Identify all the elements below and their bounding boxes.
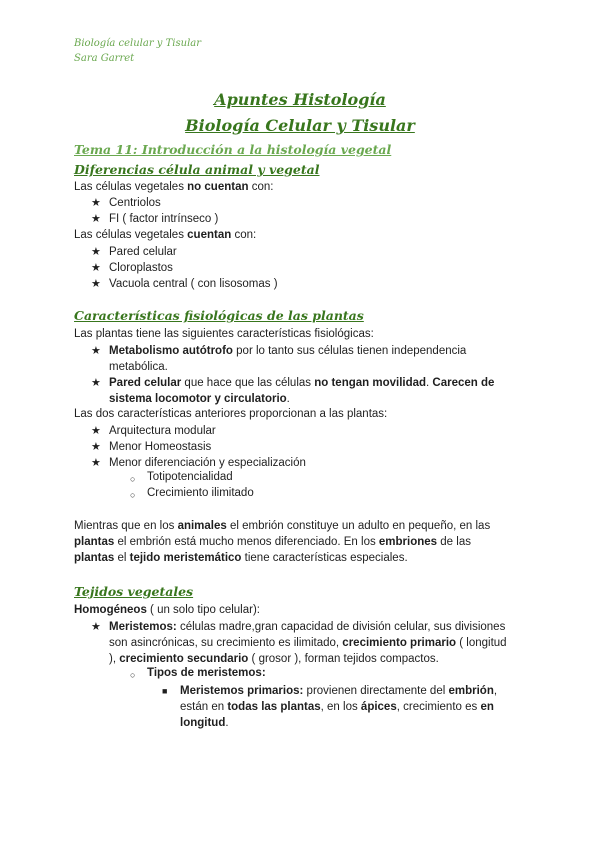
sub-sublist-item-primarios: Meristemos primarios: provienen directamente del embrión, xyxy=(180,685,498,697)
doc-subtitle: Biología Celular y Tisular xyxy=(185,116,415,135)
sublist-item-tipos: Tipos de meristemos: xyxy=(147,667,266,679)
list-item-meristemos-cont2: ), crecimiento secundario ( grosor ), forman tejidos compactos. xyxy=(109,653,439,665)
star-bullet-icon: ★ xyxy=(91,246,101,258)
paragraph-embrion-l2: plantas el embrión está mucho menos diferenciado. En los embriones de las xyxy=(74,536,471,548)
doc-title: Apuntes Histología xyxy=(214,90,386,109)
sublist-item: Totipotencialidad xyxy=(147,471,233,483)
star-bullet-icon: ★ xyxy=(91,262,101,274)
list-item: Cloroplastos xyxy=(109,262,173,274)
star-bullet-icon: ★ xyxy=(91,457,101,469)
list-item: Arquitectura modular xyxy=(109,425,216,437)
star-bullet-icon: ★ xyxy=(91,441,101,453)
tema-heading: Tema 11: Introducción a la histología vegetal xyxy=(74,142,392,157)
list-item-meristemos-cont1: son asincrónicas, su crecimiento es ilimitado, crecimiento primario ( longitud xyxy=(109,637,507,649)
paragraph-homogeneos: Homogéneos ( un solo tipo celular): xyxy=(74,604,260,616)
doc-header-author: Sara Garret xyxy=(74,53,135,64)
list-item-pared-cont: sistema locomotor y circulatorio. xyxy=(109,393,290,405)
paragraph-embrion-l3: plantas el tejido meristemático tiene características especiales. xyxy=(74,552,408,564)
circle-bullet-icon: ○ xyxy=(130,474,136,484)
star-bullet-icon: ★ xyxy=(91,197,101,209)
list-item: Centriolos xyxy=(109,197,161,209)
list-item-metabolismo-cont: metabólica. xyxy=(109,361,168,373)
sublist-item: Crecimiento ilimitado xyxy=(147,487,254,499)
star-bullet-icon: ★ xyxy=(91,213,101,225)
list-item: Menor diferenciación y especialización xyxy=(109,457,306,469)
sub-sublist-item-primarios-cont1: están en todas las plantas, en los ápices, crecimiento es en xyxy=(180,701,494,713)
square-bullet-icon: ■ xyxy=(162,686,168,696)
section-heading-diferencias: Diferencias célula animal y vegetal xyxy=(74,162,320,177)
list-item-meristemos: Meristemos: células madre,gran capacidad de división celular, sus divisiones xyxy=(109,621,506,633)
star-bullet-icon: ★ xyxy=(91,377,101,389)
paragraph-intro: Las plantas tiene las siguientes características fisiológicas: xyxy=(74,328,374,340)
section-heading-caracteristicas: Características fisiológicas de las plantas xyxy=(74,308,364,323)
circle-bullet-icon: ○ xyxy=(130,670,136,680)
star-bullet-icon: ★ xyxy=(91,621,101,633)
section-heading-tejidos: Tejidos vegetales xyxy=(74,584,194,599)
list-item-pared: Pared celular que hace que las células no tengan movilidad. Carecen de xyxy=(109,377,495,389)
list-item: Menor Homeostasis xyxy=(109,441,212,453)
paragraph-embrion-l1: Mientras que en los animales el embrión constituye un adulto en pequeño, en las xyxy=(74,520,491,532)
list-item-metabolismo: Metabolismo autótrofo por lo tanto sus células tienen independencia xyxy=(109,345,467,357)
star-bullet-icon: ★ xyxy=(91,425,101,437)
star-bullet-icon: ★ xyxy=(91,278,101,290)
list-item: FI ( factor intrínseco ) xyxy=(109,213,219,225)
paragraph-proporcionan: Las dos características anteriores proporcionan a las plantas: xyxy=(74,408,388,420)
paragraph-cuentan: Las células vegetales cuentan con: xyxy=(74,229,257,241)
list-item: Pared celular xyxy=(109,246,177,258)
doc-header-subject: Biología celular y Tisular xyxy=(74,38,202,49)
list-item: Vacuola central ( con lisosomas ) xyxy=(109,278,278,290)
star-bullet-icon: ★ xyxy=(91,345,101,357)
sub-sublist-item-primarios-cont2: longitud. xyxy=(180,717,229,729)
paragraph-no-cuentan: Las células vegetales no cuentan con: xyxy=(74,181,274,193)
circle-bullet-icon: ○ xyxy=(130,490,136,500)
